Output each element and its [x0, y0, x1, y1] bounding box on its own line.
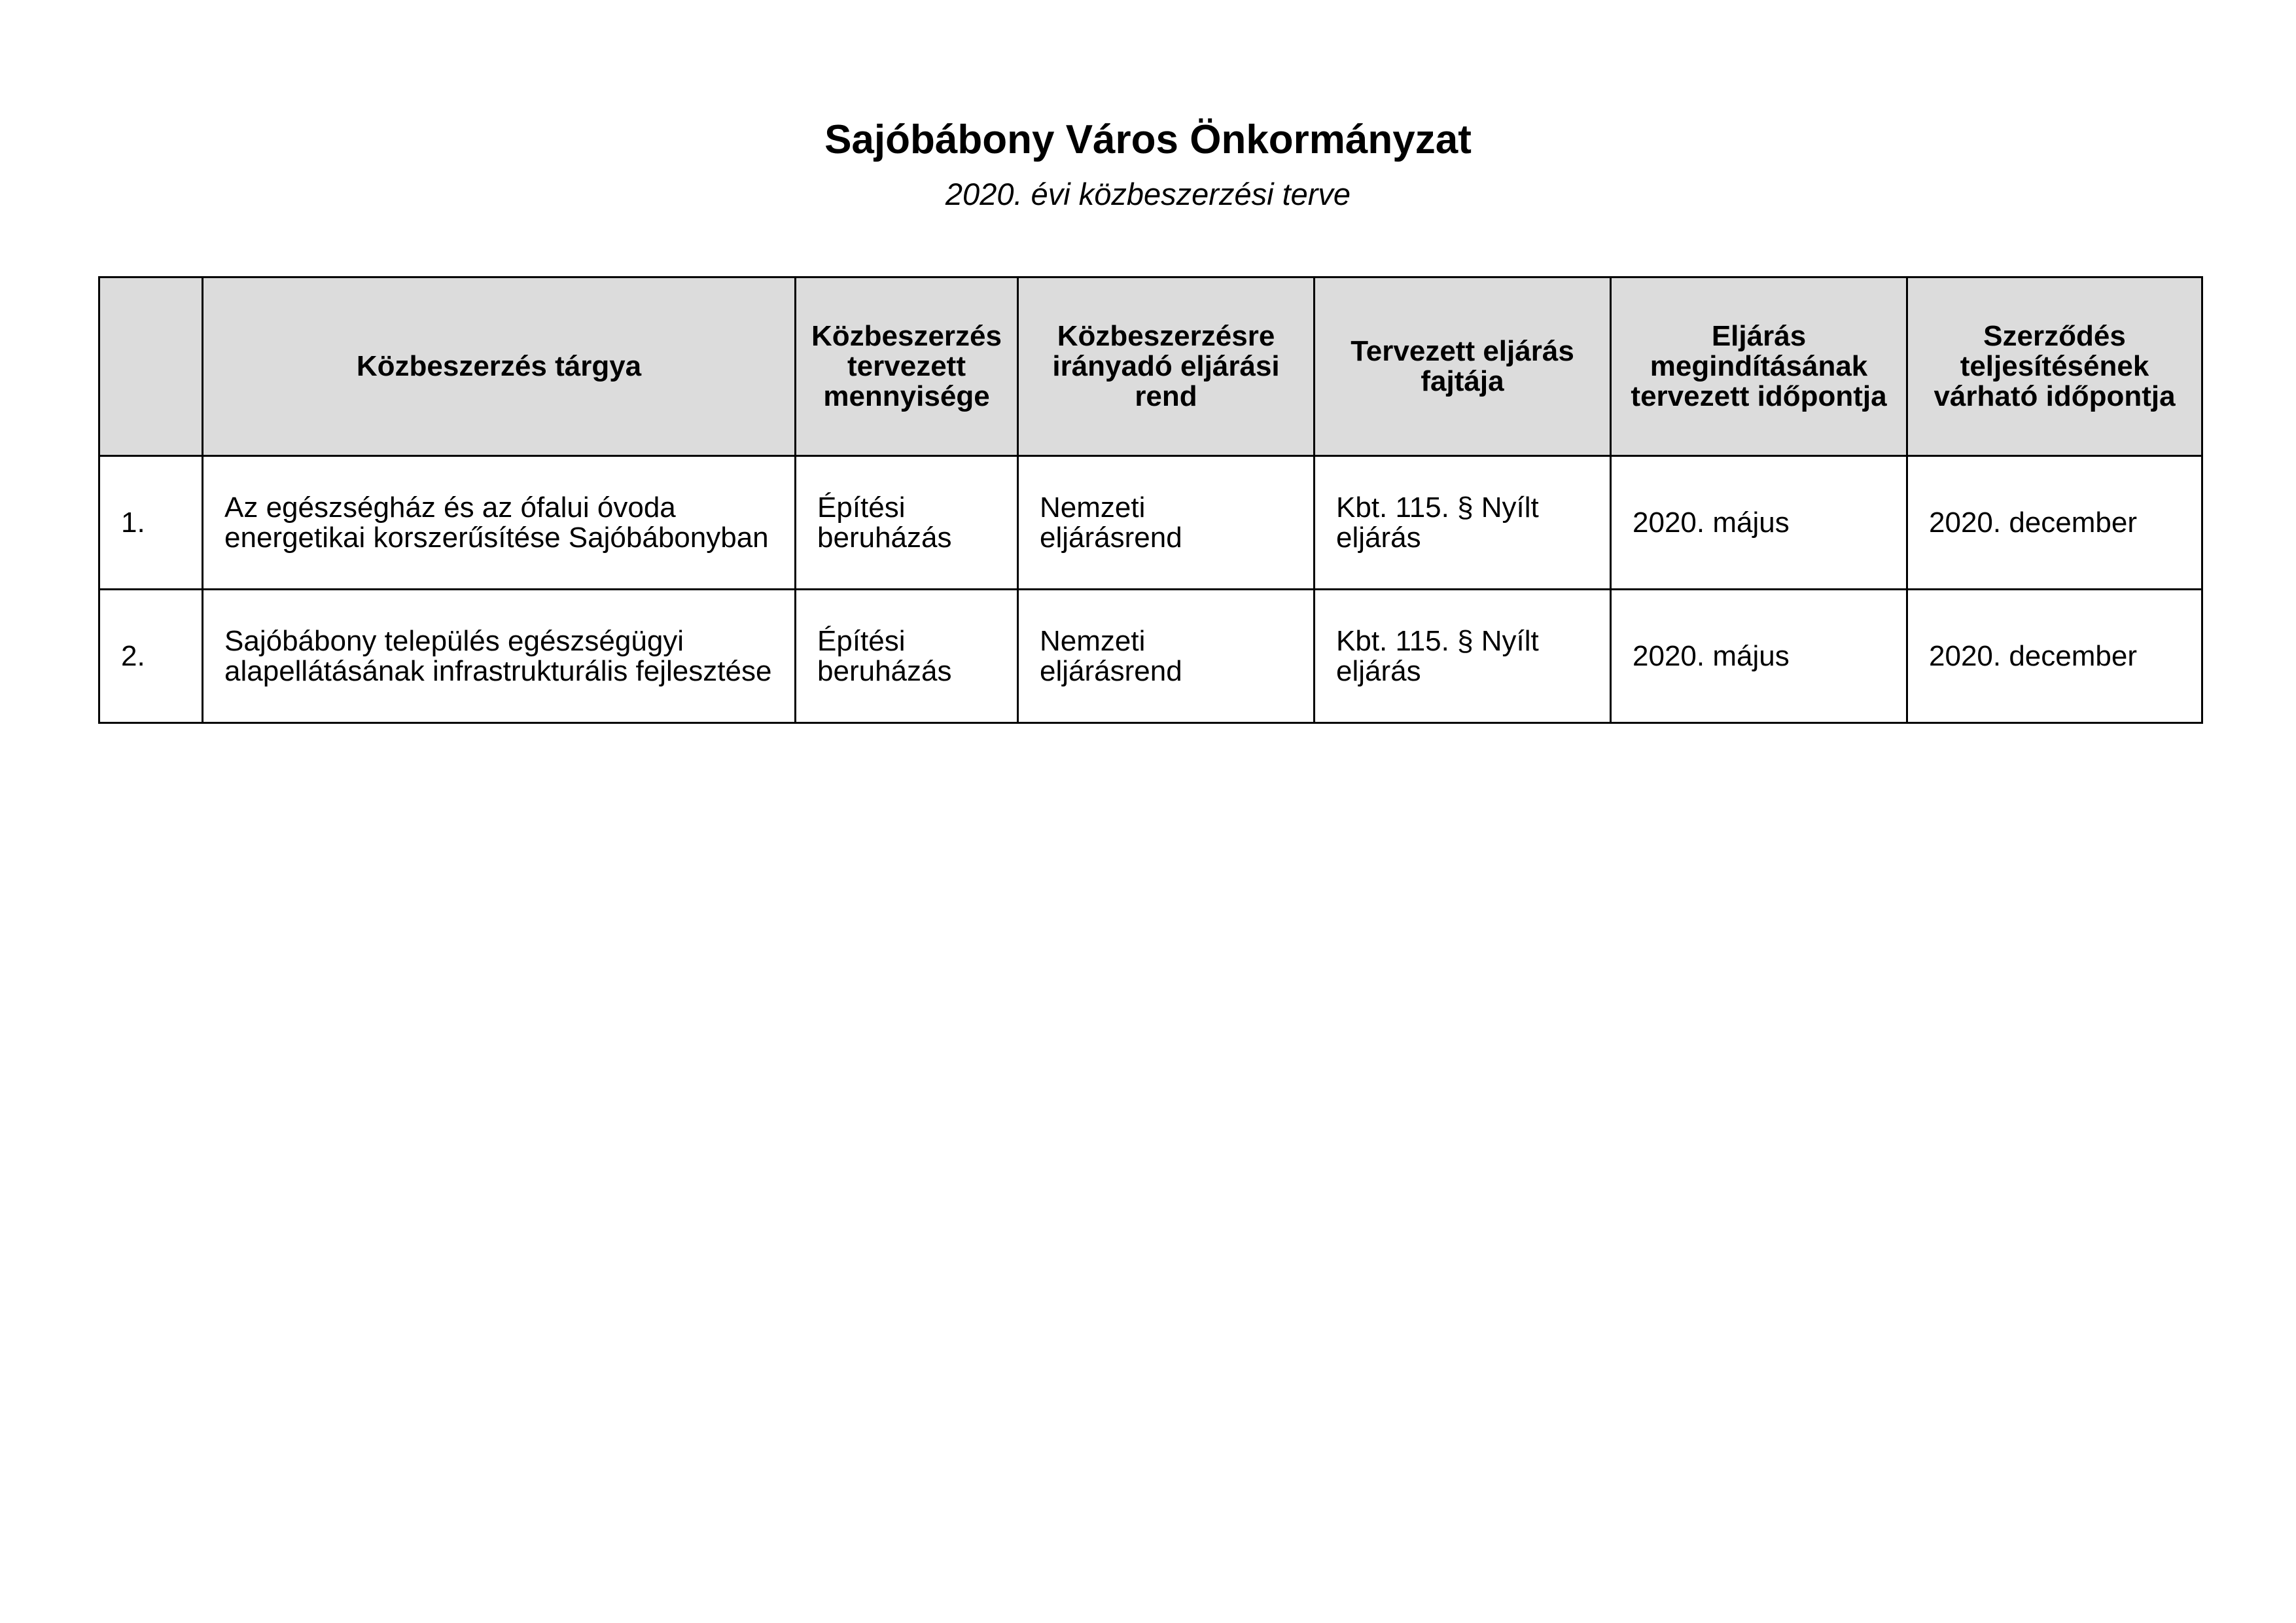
column-header-quantity: Közbeszerzés tervezett mennyisége	[796, 277, 1018, 456]
start-date-cell: 2020. május	[1611, 590, 1907, 723]
column-header-number	[99, 277, 203, 456]
subject-cell: Az egészségház és az ófalui óvoda energetikai korszerűsítése Sajóbábonyban	[203, 456, 796, 590]
column-header-regime: Közbeszerzésre irányadó eljárási rend	[1018, 277, 1315, 456]
table-row	[99, 456, 2202, 590]
completion-date-cell: 2020. december	[1907, 590, 2202, 723]
procedure-cell: Kbt. 115. § Nyílt eljárás	[1315, 590, 1611, 723]
table-row	[99, 590, 2202, 723]
procedure-cell: Kbt. 115. § Nyílt eljárás	[1315, 456, 1611, 590]
regime-cell: Nemzeti eljárásrend	[1018, 590, 1315, 723]
column-header-subject: Közbeszerzés tárgya	[203, 277, 796, 456]
regime-cell: Nemzeti eljárásrend	[1018, 456, 1315, 590]
column-header-completion-date: Szerződés teljesítésének várható időpontja	[1907, 277, 2202, 456]
column-header-procedure: Tervezett eljárás fajtája	[1315, 277, 1611, 456]
table-header-row	[99, 277, 2202, 456]
document-subtitle: 2020. évi közbeszerzési terve	[945, 177, 1351, 211]
start-date-cell: 2020. május	[1611, 456, 1907, 590]
procurement-plan-table	[98, 276, 2203, 724]
row-number-cell: 2.	[99, 590, 203, 723]
row-number-cell: 1.	[99, 456, 203, 590]
document-title: Sajóbábony Város Önkormányzat	[824, 117, 1472, 162]
quantity-cell: Építési beruházás	[796, 590, 1018, 723]
subject-cell: Sajóbábony település egészségügyi alapellátásának infrastrukturális fejlesztése	[203, 590, 796, 723]
quantity-cell: Építési beruházás	[796, 456, 1018, 590]
completion-date-cell: 2020. december	[1907, 456, 2202, 590]
column-header-start-date: Eljárás megindításának tervezett időpontja	[1611, 277, 1907, 456]
